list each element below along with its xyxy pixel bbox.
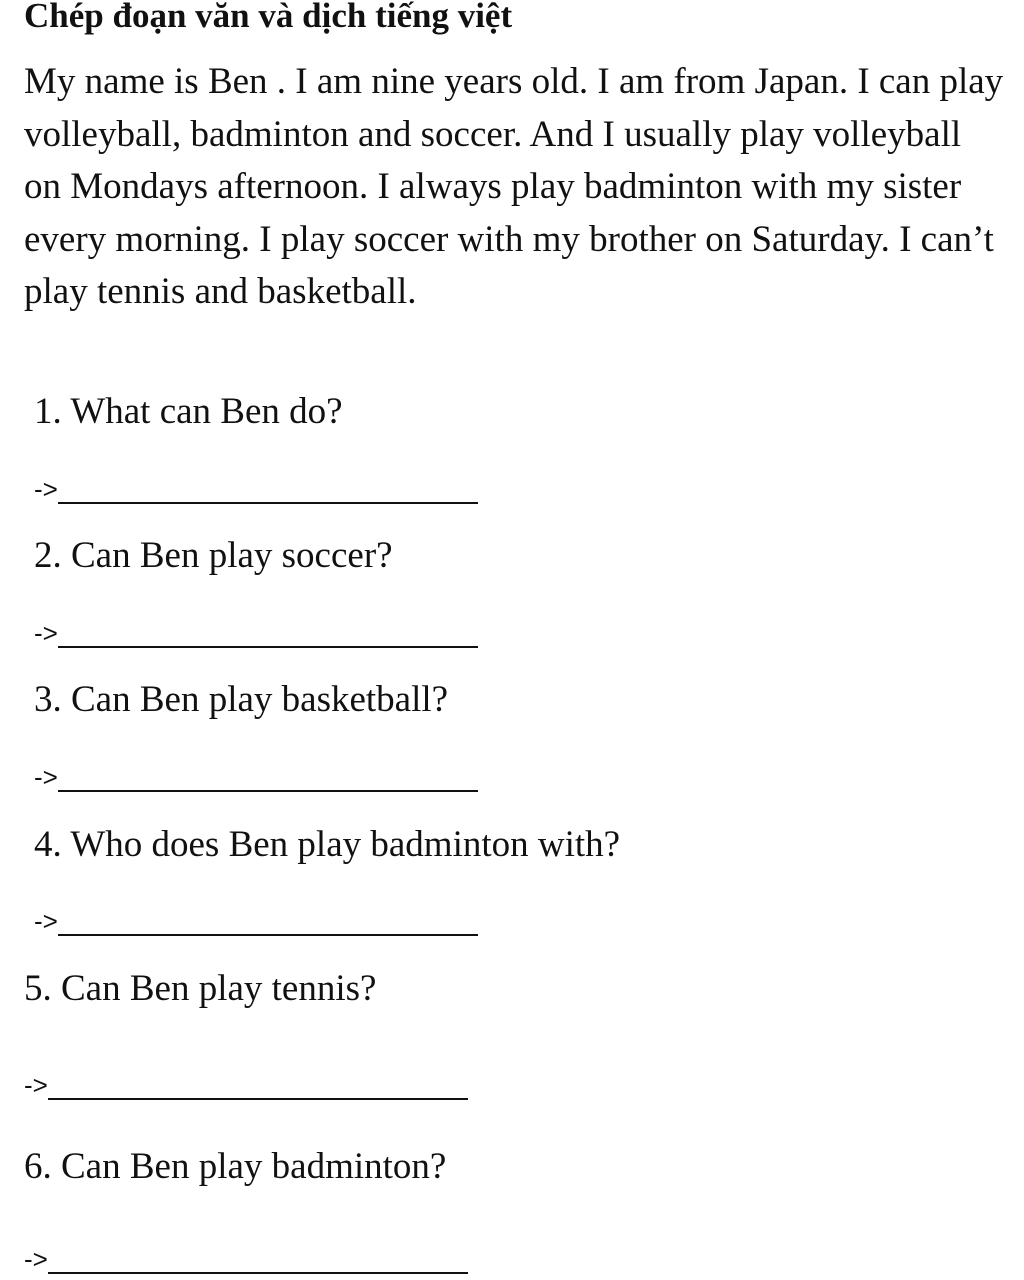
answer-blank[interactable] bbox=[48, 1250, 468, 1274]
answer-line-2[interactable] bbox=[34, 618, 478, 648]
reading-passage: My name is Ben . I am nine years old. I am from Japan. I can play volleyball, badminton and soccer. And I usually play volleyball on Mondays afternoon. I always play badminton with my sister every morning. I play soccer with my brother on Saturday. I can’t play tennis and basketball. bbox=[24, 61, 1004, 312]
answer-line-6[interactable] bbox=[24, 1244, 468, 1274]
answer-line-5[interactable] bbox=[24, 1070, 468, 1100]
question-2: 2. Can Ben play soccer? bbox=[34, 535, 393, 576]
answer-blank[interactable] bbox=[48, 1076, 468, 1100]
worksheet-title: Chép đoạn văn và dịch tiếng việt bbox=[24, 0, 513, 35]
question-4: 4. Who does Ben play badminton with? bbox=[34, 824, 621, 865]
question-6: 6. Can Ben play badminton? bbox=[24, 1146, 447, 1187]
question-5: 5. Can Ben play tennis? bbox=[24, 968, 377, 1009]
answer-arrow: -> bbox=[34, 906, 58, 936]
answer-blank[interactable] bbox=[58, 768, 478, 792]
answer-arrow: -> bbox=[24, 1244, 48, 1274]
answer-line-4[interactable] bbox=[34, 906, 478, 936]
answer-arrow: -> bbox=[34, 474, 58, 504]
answer-blank[interactable] bbox=[58, 912, 478, 936]
answer-line-1[interactable] bbox=[34, 474, 478, 504]
answer-blank[interactable] bbox=[58, 480, 478, 504]
answer-arrow: -> bbox=[34, 618, 58, 648]
answer-blank[interactable] bbox=[58, 624, 478, 648]
answer-line-3[interactable] bbox=[34, 762, 478, 792]
question-3: 3. Can Ben play basketball? bbox=[34, 679, 449, 720]
question-1: 1. What can Ben do? bbox=[34, 391, 343, 432]
answer-arrow: -> bbox=[34, 762, 58, 792]
answer-arrow: -> bbox=[24, 1070, 48, 1100]
